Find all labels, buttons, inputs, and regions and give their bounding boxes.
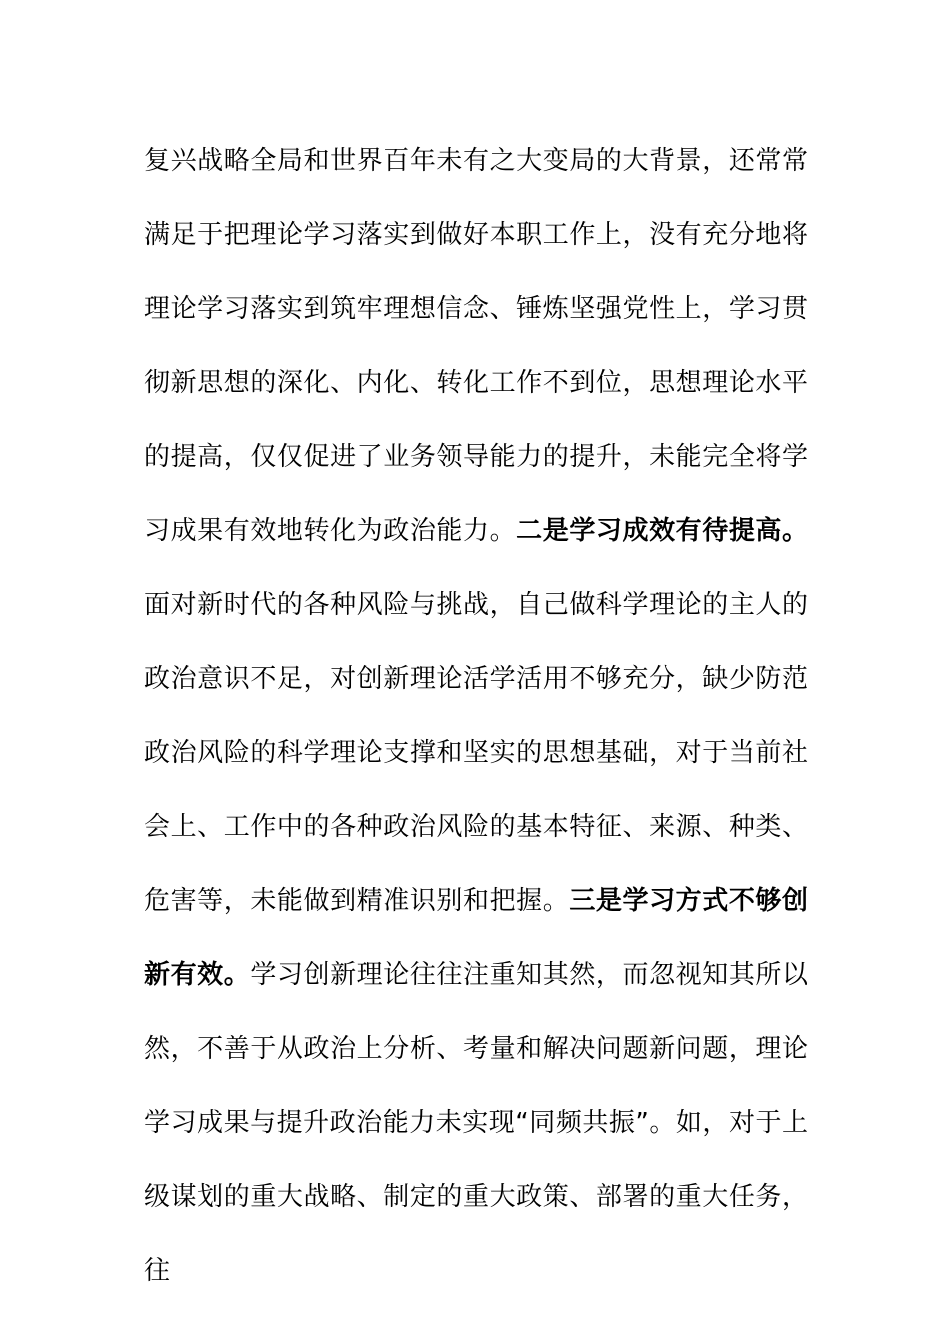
heading-point-two: 二是学习成效有待提高。 xyxy=(516,516,808,546)
text-segment: 复兴战略全局和世界百年未有之大变局的大背景，还常常满足于把理论学习落实到做好本职工作上，没有充分地将理论学习落实到筑牢理想信念、锤炼坚强党性上，学习贯彻新思想的深化、内化、转化工作不到位，思想理论水平的提高，仅仅促进了业务领导能力的提升，未能完全将学习成果有效地转化为政治能力。 xyxy=(144,146,808,546)
text-segment: 面对新时代的各种风险与挑战，自己做科学理论的主人的政治意识不足，对创新理论活学活用不够充分，缺少防范政治风险的科学理论支撑和坚实的思想基础，对于当前社会上、工作中的各种政治风险的基本特征、来源、种类、危害等，未能做到精准识别和把握。 xyxy=(144,590,808,916)
heading-point-three: 三是学习方式不够创新有效。 xyxy=(144,886,808,990)
text-segment: 学习创新理论往往注重知其然，而忽视知其所以然，不善于从政治上分析、考量和解决问题新问题，理论学习成果与提升政治能力未实现“同频共振”。如，对于上级谋划的重大战略、制定的重大政策、部署的重大任务，往 xyxy=(144,960,808,1286)
body-paragraph xyxy=(144,124,808,1308)
